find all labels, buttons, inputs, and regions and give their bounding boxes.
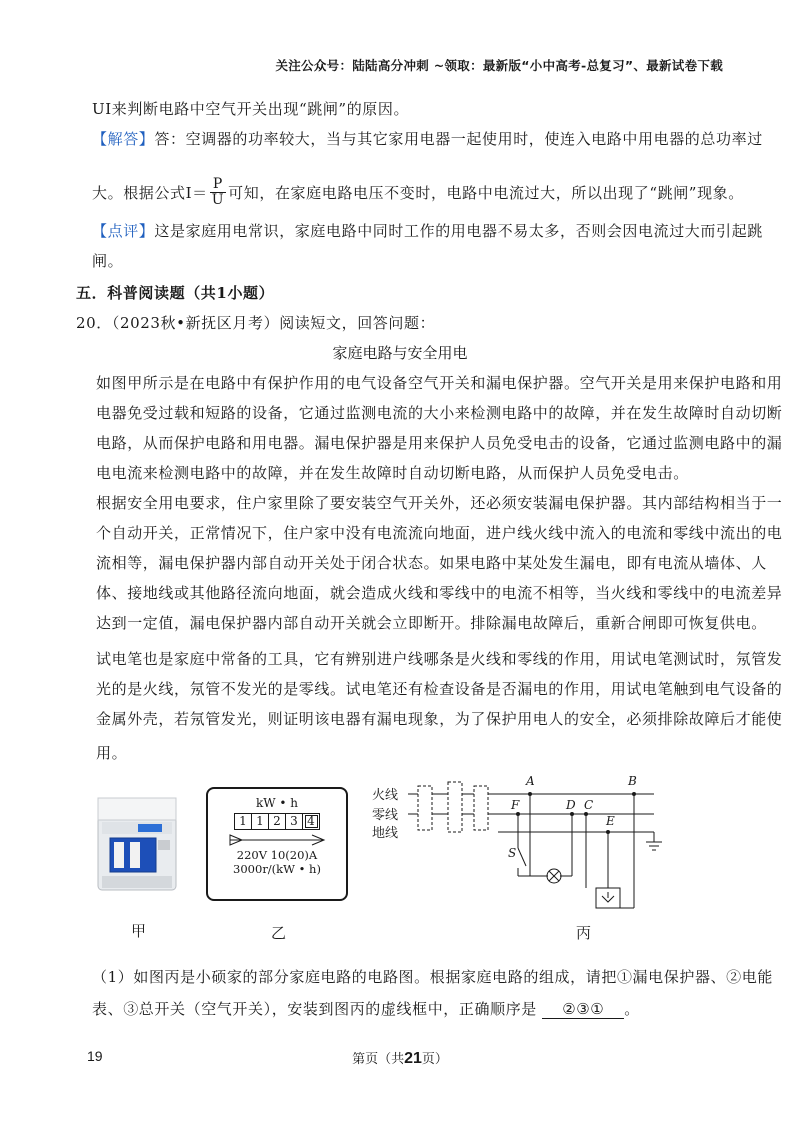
page-number: 19 xyxy=(87,1048,103,1064)
text-line: UI来判断电路中空气开关出现“跳闸”的原因。 xyxy=(92,100,410,118)
point-d-label: D xyxy=(566,798,576,812)
paragraph-line: 用。 xyxy=(96,744,128,762)
paragraph-line: 金属外壳，若氖管发光，则证明该电器有漏电现象，为了保护用电人的安全，必须排除故障后才能使 xyxy=(96,710,783,728)
question-line xyxy=(92,998,640,1019)
paragraph-line: 根据安全用电要求，住户家里除了要安装空气开关外，还必须安装漏电保护器。其内部结构相当于一 xyxy=(96,494,783,512)
page-footer xyxy=(0,1048,800,1068)
fraction-denominator: U xyxy=(211,192,225,208)
leakage-breaker-image xyxy=(96,796,178,892)
question-line: （1）如图丙是小硕家的部分家庭电路的电路图。根据家庭电路的组成，请把①漏电保护器、②电能 xyxy=(92,968,773,986)
switch-s-label: S xyxy=(508,846,517,860)
point-c-label: C xyxy=(584,798,594,812)
meter-rating: 220V 10(20)A xyxy=(236,848,318,862)
comment-line xyxy=(92,220,763,241)
paragraph-line: 流相等，漏电保护器内部自动开关处于闭合状态。如果电路中某处发生漏电，即有电流从墙体、人 xyxy=(96,554,767,572)
live-wire-label: 火线 xyxy=(372,788,399,803)
figure-bing-label: 丙 xyxy=(576,924,592,942)
energy-meter xyxy=(206,787,348,901)
ground-wire-label: 地线 xyxy=(372,826,399,841)
point-a-label: A xyxy=(526,774,535,788)
answer-text: 答：空调器的功率较大，当与其它家用电器一起使用时，使连入电路中用电器的总功率过 xyxy=(154,130,763,148)
formula-prefix: 大。根据公式I＝ xyxy=(92,184,208,202)
meter-digit-decimal: 4 xyxy=(303,813,320,830)
paragraph-line: 光的是火线，氖管不发光的是零线。试电笔还有检查设备是否漏电的作用，用试电笔触到电气设备的 xyxy=(96,680,783,698)
paragraph-line: 个自动开关，正常情况下，住户家中没有电流流向地面，进户线火线中流入的电流和零线中流出的电 xyxy=(96,524,783,542)
answer-tag: 【解答】 xyxy=(92,130,155,148)
paragraph-line: 电电流来检测电路中的故障，并在发生故障时自动切断电路，从而保护人员免受电击。 xyxy=(96,464,689,482)
meter-digit: 3 xyxy=(286,813,303,830)
meter-revolutions: 3000r/(kW • h) xyxy=(233,862,321,876)
footer-suffix: 页） xyxy=(421,1052,448,1067)
formula-line xyxy=(92,177,744,208)
point-b-label: B xyxy=(628,774,637,788)
answer-line xyxy=(92,128,763,149)
text-line: 闸。 xyxy=(92,252,124,270)
answer-blank: ②③① xyxy=(542,1000,624,1019)
paragraph-line: 达到一定值，漏电保护器内部自动开关就会立即断开。排除漏电故障后，重新合闸即可恢复供电。 xyxy=(96,614,767,632)
comment-text: 这是家庭用电常识，家庭电路中同时工作的用电器不易太多，否则会因电流过大而引起跳 xyxy=(154,222,763,240)
paragraph-line: 电路，从而保护电路和用电器。漏电保护器是用来保护人员免受电击的设备，它通过监测电路中的漏 xyxy=(96,434,783,452)
meter-digits xyxy=(208,813,346,830)
question-heading: 20．（2023秋•新抚区月考）阅读短文，回答问题： xyxy=(76,314,436,332)
question-end: 。 xyxy=(624,1000,640,1018)
meter-unit: kW • h xyxy=(255,796,299,810)
formula-suffix: 可知，在家庭电路电压不变时，电路中电流过大，所以出现了“跳闸”现象。 xyxy=(228,184,744,202)
section-heading: 五．科普阅读题（共1小题） xyxy=(76,284,275,302)
paragraph-line: 如图甲所示是在电路中有保护作用的电气设备空气开关和漏电保护器。空气开关是用来保护电路和用 xyxy=(96,374,783,392)
point-f-label: F xyxy=(511,798,520,812)
meter-digit: 1 xyxy=(252,813,269,830)
meter-digit: 2 xyxy=(269,813,286,830)
comment-tag: 【点评】 xyxy=(92,222,155,240)
circuit-diagram xyxy=(370,776,680,914)
meter-digit: 1 xyxy=(234,813,252,830)
neutral-wire-label: 零线 xyxy=(372,808,399,823)
paragraph-line: 电器免受过载和短路的设备，它通过监测电流的大小来检测电路中的故障，并在发生故障时自动切断 xyxy=(96,404,783,422)
circuit-wires xyxy=(370,776,680,914)
fraction xyxy=(210,177,226,208)
page-header: 关注公众号：陆陆高分冲刺 ~领取：最新版“小中高考-总复习”、最新试卷下载 xyxy=(275,58,723,73)
footer-total: 21 xyxy=(404,1050,422,1067)
fraction-numerator: P xyxy=(210,177,226,193)
question-text: 表、③总开关（空气开关），安装到图丙的虚线框中，正确顺序是 xyxy=(92,1000,537,1018)
footer-prefix: 第页（共 xyxy=(352,1052,405,1067)
paragraph-line: 体、接地线或其他路径流向地面，就会造成火线和零线中的电流不相等，当火线和零线中的电流差异 xyxy=(96,584,783,602)
paragraph-line: 试电笔也是家庭中常备的工具，它有辨别进户线哪条是火线和零线的作用，用试电笔测试时，氖管发 xyxy=(96,650,783,668)
figure-jia-label: 甲 xyxy=(131,922,147,940)
point-e-label: E xyxy=(606,814,615,828)
article-title: 家庭电路与安全用电 xyxy=(332,344,468,362)
figure-yi-label: 乙 xyxy=(271,924,287,942)
meter-disc-icon xyxy=(208,833,342,847)
